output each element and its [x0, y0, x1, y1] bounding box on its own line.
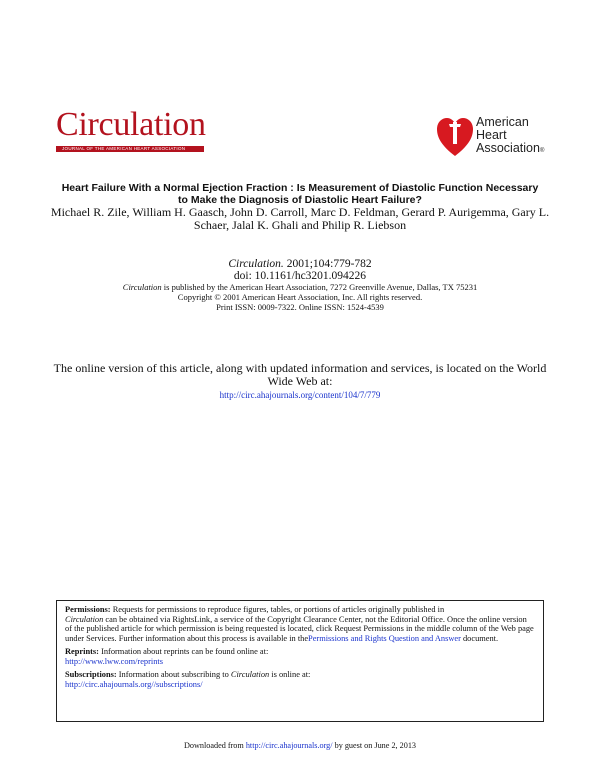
reprints-link[interactable]: http://www.lww.com/reprints — [65, 656, 164, 666]
journal-logo — [56, 108, 216, 160]
reprints-paragraph: Reprints: Information about reprints can be found online at: http://www.lww.com/reprints — [65, 647, 269, 666]
aha-line-1: American — [476, 115, 529, 129]
aha-line-2: Heart — [476, 128, 507, 142]
footer-site-link[interactable]: http://circ.ahajournals.org/ — [245, 741, 333, 750]
publisher-line: Circulation is published by the American Heart Association, 7272 Greenville Avenue, Dallas, TX 75231 — [122, 282, 478, 292]
aha-line-3: Association® — [476, 141, 545, 155]
subscriptions-link[interactable]: http://circ.ahajournals.org//subscriptions/ — [65, 679, 203, 689]
aha-logo — [436, 112, 548, 162]
aha-wordmark — [476, 116, 544, 158]
permissions-info-box — [56, 600, 544, 722]
permissions-paragraph: Permissions: Requests for permissions to reproduce figures, tables, or portions of articles originally published in Circulation can be obtained via RightsLink, a service of the Copyright Clearance Center, not the Editorial Office. Once the online version of the published article for which permission is being requested is located, click Request Permissions in the middle column of the Web page under Services. Further information about this process is available in thePermissions and Rights Question and Answer document. — [65, 605, 534, 643]
download-footer: Downloaded from http://circ.ahajournals.org/ by guest on June 2, 2013 — [183, 741, 417, 750]
subscriptions-paragraph: Subscriptions: Information about subscribing to Circulation is online at: http://circ.ahajournals.org//subscriptions/ — [65, 670, 311, 689]
journal-name: Circulation — [56, 106, 206, 143]
permissions-qa-link[interactable]: Permissions and Rights Question and Answer — [308, 633, 461, 643]
doi-line: doi: 10.1161/hc3201.094226 — [233, 270, 367, 282]
article-header — [40, 182, 560, 232]
journal-tagline: JOURNAL OF THE AMERICAN HEART ASSOCIATION — [62, 146, 186, 151]
heart-torch-icon — [436, 114, 474, 158]
article-url-link[interactable]: http://circ.ahajournals.org/content/104/7/779 — [219, 390, 381, 400]
issn-line: Print ISSN: 0009-7322. Online ISSN: 1524-4539 — [216, 302, 384, 312]
article-authors: Michael R. Zile, William H. Gaasch, John D. Carroll, Marc D. Feldman, Gerard P. Aurigemma, Gary L. Schaer, Jalal K. Ghali and Philip R. Liebson — [50, 205, 550, 232]
copyright-line: Copyright © 2001 American Heart Association, Inc. All rights reserved. — [177, 292, 423, 302]
article-title: Heart Failure With a Normal Ejection Fraction : Is Measurement of Diastolic Function Necessary to Make the Diagnosis of Diastolic Heart Failure? — [61, 182, 539, 206]
journal-tagline-bar — [56, 146, 204, 152]
citation-line: Circulation. 2001;104:779-782 — [228, 258, 372, 270]
online-version-block — [40, 362, 560, 402]
citation-block — [40, 258, 560, 312]
online-version-text: The online version of this article, along with updated information and services, is located on the World Wide Web at: — [53, 361, 547, 388]
